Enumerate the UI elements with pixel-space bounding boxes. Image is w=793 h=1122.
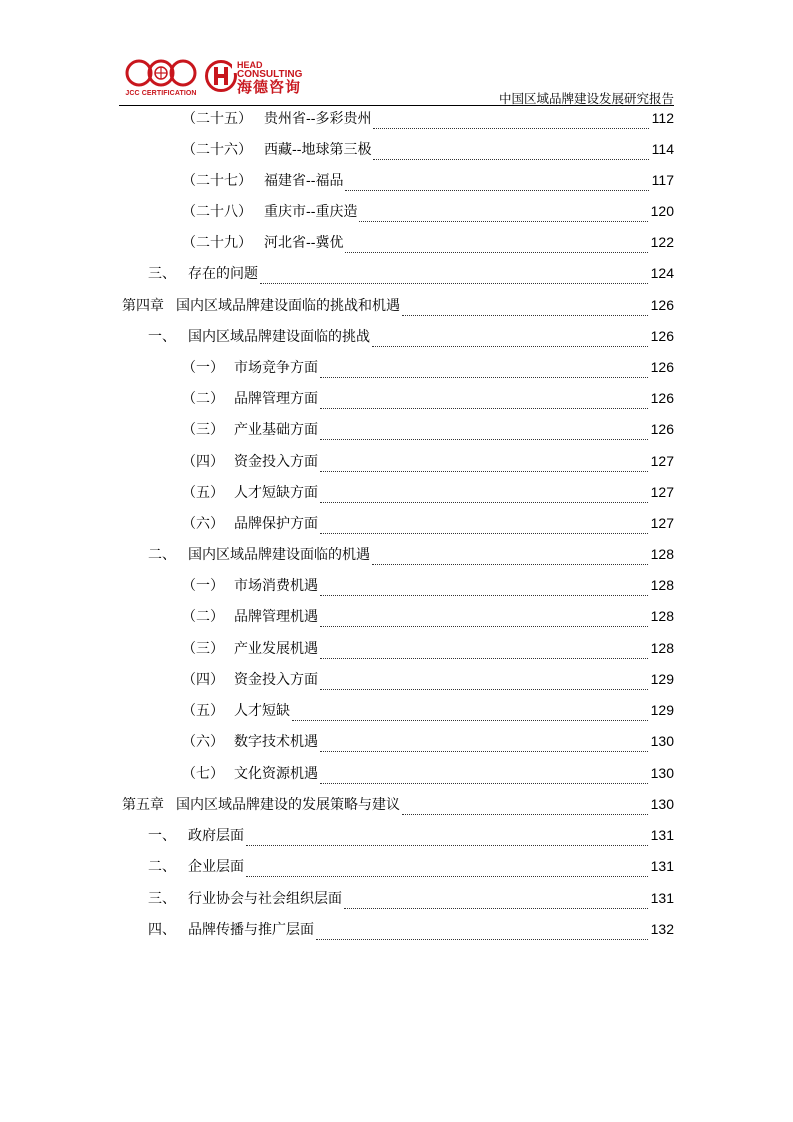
- toc-page-number: 130: [650, 733, 674, 749]
- toc-entry[interactable]: [182, 388, 674, 418]
- toc-entry[interactable]: [182, 669, 674, 699]
- toc-entry[interactable]: [182, 451, 674, 481]
- head-logo-line1: HEAD: [237, 60, 263, 70]
- toc-page-number: 117: [651, 172, 674, 188]
- toc-entry[interactable]: [182, 763, 674, 793]
- toc-page-number: 126: [650, 421, 674, 437]
- toc-page-number: 130: [650, 796, 674, 812]
- toc-entry-title: 国内区域品牌建设面临的挑战: [188, 329, 370, 345]
- toc-page-number: 124: [650, 265, 674, 281]
- toc-dot-leader: [344, 908, 648, 909]
- toc-entry-title: 福建省--福品: [264, 173, 344, 189]
- toc-page-number: 132: [650, 921, 674, 937]
- toc-dot-leader: [320, 626, 648, 627]
- toc-entry-title: 产业发展机遇: [234, 641, 318, 657]
- toc-entry-number: （三）: [182, 422, 224, 438]
- toc-entry-number: （二十七）: [182, 173, 252, 189]
- toc-entry[interactable]: [148, 263, 674, 293]
- jcc-certification-logo: [124, 58, 198, 102]
- toc-page-number: 129: [650, 671, 674, 687]
- toc-entry-title: 资金投入方面: [234, 672, 318, 688]
- toc-page-number: 126: [650, 328, 674, 344]
- toc-entry-number: （二十九）: [182, 235, 252, 251]
- toc-entry[interactable]: [182, 482, 674, 512]
- toc-entry-title: 河北省--冀优: [264, 235, 344, 251]
- toc-dot-leader: [320, 658, 648, 659]
- toc-entry-number: （五）: [182, 703, 224, 719]
- toc-entry[interactable]: [148, 825, 674, 855]
- toc-entry[interactable]: [182, 170, 674, 200]
- toc-dot-leader: [320, 533, 648, 534]
- toc-entry-title: 人才短缺: [234, 703, 290, 719]
- toc-dot-leader: [320, 377, 648, 378]
- toc-dot-leader: [402, 814, 648, 815]
- toc-dot-leader: [246, 876, 648, 877]
- toc-entry-number: （四）: [182, 672, 224, 688]
- page-header: [0, 0, 793, 110]
- header-divider: [119, 105, 674, 106]
- toc-entry-title: 国内区域品牌建设面临的机遇: [188, 547, 370, 563]
- toc-dot-leader: [373, 159, 648, 160]
- toc-dot-leader: [316, 939, 648, 940]
- jcc-rings-icon: [124, 58, 198, 90]
- toc-entry-title: 重庆市--重庆造: [264, 204, 358, 220]
- toc-dot-leader: [292, 720, 648, 721]
- report-title: 中国区域品牌建设发展研究报告: [498, 91, 674, 106]
- toc-entry-number: （七）: [182, 766, 224, 782]
- toc-page-number: 128: [650, 640, 674, 656]
- toc-entry[interactable]: [182, 108, 674, 138]
- toc-page-number: 129: [650, 702, 674, 718]
- toc-entry-title: 资金投入方面: [234, 454, 318, 470]
- toc-entry-title: 品牌保护方面: [234, 516, 318, 532]
- toc-entry-number: （六）: [182, 516, 224, 532]
- toc-entry-title: 数字技术机遇: [234, 734, 318, 750]
- toc-page-number: 127: [650, 484, 674, 500]
- toc-page-number: 127: [650, 515, 674, 531]
- toc-entry[interactable]: [182, 606, 674, 636]
- toc-dot-leader: [359, 221, 647, 222]
- toc-entry-title: 行业协会与社会组织层面: [188, 891, 342, 907]
- toc-entry-number: （一）: [182, 360, 224, 376]
- toc-entry-title: 市场消费机遇: [234, 578, 318, 594]
- toc-entry[interactable]: [182, 357, 674, 387]
- toc-page-number: 131: [650, 890, 674, 906]
- toc-entry-title: 企业层面: [188, 859, 244, 875]
- toc-entry[interactable]: [148, 856, 674, 886]
- toc-entry[interactable]: [182, 731, 674, 761]
- toc-entry-title: 品牌管理方面: [234, 391, 318, 407]
- toc-dot-leader: [320, 595, 648, 596]
- toc-entry[interactable]: [148, 888, 674, 918]
- toc-dot-leader: [320, 471, 648, 472]
- toc-entry-number: 一、: [148, 329, 176, 345]
- toc-dot-leader: [373, 128, 648, 129]
- toc-dot-leader: [372, 564, 648, 565]
- toc-entry-number: （二）: [182, 609, 224, 625]
- toc-entry-title: 品牌传播与推广层面: [188, 922, 314, 938]
- toc-entry-number: 第四章: [122, 298, 164, 314]
- toc-entry-title: 人才短缺方面: [234, 485, 318, 501]
- toc-dot-leader: [345, 190, 648, 191]
- toc-page-number: 128: [650, 546, 674, 562]
- toc-entry[interactable]: [148, 544, 674, 574]
- toc-entry-number: 三、: [148, 891, 176, 907]
- toc-entry-number: （六）: [182, 734, 224, 750]
- toc-entry-number: 一、: [148, 828, 176, 844]
- toc-entry-number: （二十八）: [182, 204, 252, 220]
- toc-entry-number: 二、: [148, 547, 176, 563]
- toc-entry-title: 产业基础方面: [234, 422, 318, 438]
- toc-entry[interactable]: [182, 419, 674, 449]
- toc-entry[interactable]: [182, 232, 674, 262]
- toc-page-number: 126: [650, 297, 674, 313]
- toc-dot-leader: [320, 751, 648, 752]
- toc-entry-title: 西藏--地球第三极: [264, 142, 372, 158]
- toc-entry-title: 文化资源机遇: [234, 766, 318, 782]
- toc-entry-number: 三、: [148, 266, 176, 282]
- toc-page-number: 122: [650, 234, 674, 250]
- toc-page-number: 114: [651, 141, 674, 157]
- toc-page-number: 126: [650, 390, 674, 406]
- toc-entry-number: （三）: [182, 641, 224, 657]
- toc-entry[interactable]: [182, 700, 674, 730]
- toc-dot-leader: [372, 346, 648, 347]
- toc-entry[interactable]: [182, 575, 674, 605]
- jcc-logo-text: JCC CERTIFICATION: [125, 90, 197, 97]
- toc-page-number: 131: [650, 827, 674, 843]
- toc-entry[interactable]: [182, 201, 674, 231]
- toc-entry-title: 国内区域品牌建设的发展策略与建议: [176, 797, 400, 813]
- toc-page-number: 128: [650, 608, 674, 624]
- head-logo-chinese: 海德咨询: [237, 78, 302, 96]
- toc-entry-title: 贵州省--多彩贵州: [264, 111, 372, 127]
- toc-page-number: 130: [650, 765, 674, 781]
- toc-entry[interactable]: [122, 295, 674, 325]
- toc-dot-leader: [345, 252, 647, 253]
- toc-entry[interactable]: [148, 326, 674, 356]
- toc-entry-title: 品牌管理机遇: [234, 609, 318, 625]
- toc-dot-leader: [320, 502, 648, 503]
- toc-entry-number: 二、: [148, 859, 176, 875]
- toc-entry-number: 四、: [148, 922, 176, 938]
- toc-page-number: 128: [650, 577, 674, 593]
- toc-dot-leader: [246, 845, 648, 846]
- toc-dot-leader: [320, 408, 648, 409]
- toc-entry-number: 第五章: [122, 797, 164, 813]
- toc-entry[interactable]: [182, 638, 674, 668]
- toc-entry-number: （五）: [182, 485, 224, 501]
- toc-entry[interactable]: [182, 139, 674, 169]
- toc-entry[interactable]: [122, 794, 674, 824]
- toc-entry-title: 市场竞争方面: [234, 360, 318, 376]
- toc-page-number: 131: [650, 858, 674, 874]
- toc-entry-number: （二十五）: [182, 111, 252, 127]
- toc-dot-leader: [320, 689, 648, 690]
- toc-entry[interactable]: [182, 513, 674, 543]
- head-consulting-logo: [205, 58, 325, 98]
- toc-entry-title: 政府层面: [188, 828, 244, 844]
- toc-entry-number: （二）: [182, 391, 224, 407]
- toc-page-number: 120: [650, 203, 674, 219]
- toc-page-number: 126: [650, 359, 674, 375]
- toc-entry-number: （一）: [182, 578, 224, 594]
- toc-entry-title: 国内区域品牌建设面临的挑战和机遇: [176, 298, 400, 314]
- head-h-circle-icon: [205, 58, 237, 94]
- toc-dot-leader: [320, 439, 648, 440]
- toc-page-number: 127: [650, 453, 674, 469]
- toc-dot-leader: [402, 315, 648, 316]
- head-logo-line2: CONSULTING: [237, 69, 303, 80]
- toc-page-number: 112: [651, 110, 674, 126]
- toc-entry[interactable]: [148, 919, 674, 949]
- toc-dot-leader: [320, 783, 648, 784]
- toc-entry-number: （四）: [182, 454, 224, 470]
- toc-entry-number: （二十六）: [182, 142, 252, 158]
- toc-entry-title: 存在的问题: [188, 266, 258, 282]
- toc-dot-leader: [260, 283, 648, 284]
